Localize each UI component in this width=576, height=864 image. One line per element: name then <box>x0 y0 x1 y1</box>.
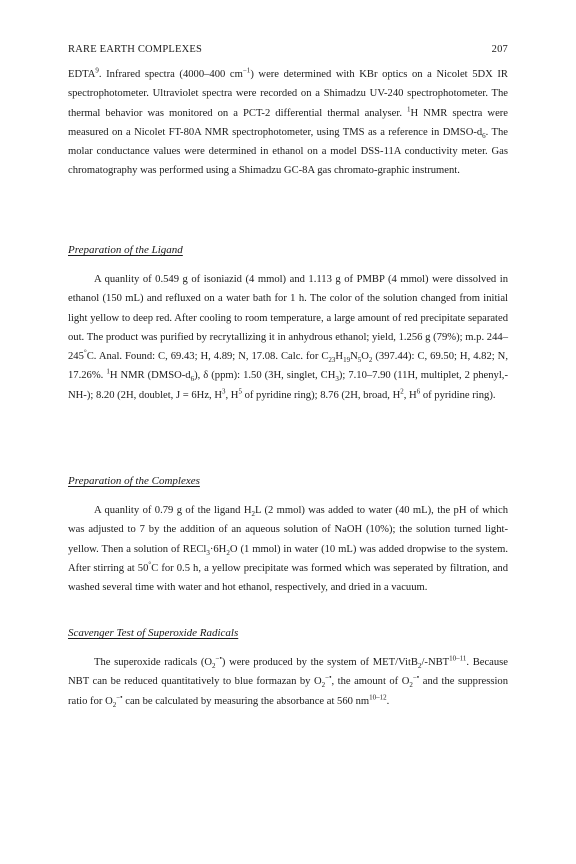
complexes-section <box>68 501 508 597</box>
running-head <box>68 44 508 60</box>
subscript: 3 <box>335 375 339 384</box>
scavenger-section <box>68 653 508 711</box>
superscript: −• <box>412 673 420 682</box>
page-number: 207 <box>491 44 508 55</box>
superscript: 1 <box>407 105 411 114</box>
scavenger-paragraph: The superoxide radicals $(O_2^{-•})$ were produced by the system of MET/$VitB_2/-NBT^{10-11}$. Because NBT can be reduced quantitatively to blue formazan by $O_2^{-•}$, the amount of $O_2^{-•}$ and the suppression ratio for $O_2^{-•}$ can be calculated by measuring the absorbance at 560 $nm^{10-12}$. <box>68 654 508 709</box>
subscript: 3 <box>206 548 210 557</box>
subscript: 5 <box>357 356 362 365</box>
superscript: 6 <box>416 387 421 396</box>
subscript: 2 <box>368 356 373 365</box>
subscript: 2 <box>321 681 326 690</box>
superscript: 10–12 <box>369 693 387 702</box>
subscript: 2 <box>251 510 255 519</box>
superscript: 2 <box>400 387 404 396</box>
superscript: −• <box>215 654 222 663</box>
heading-preparation-ligand: Preparation of the Ligand <box>68 244 183 256</box>
subscript: 23 <box>328 356 336 365</box>
ligand-section <box>68 270 508 405</box>
intro-section <box>68 65 508 181</box>
intro-paragraph: EDTA$^9$. Infrared spectra (4000–400 $cm^{-1}$) were determined with KBr optics on a Nicolet 5DX IR spectrophotometer. Ultraviolet spectra were recorded on a Shimadzu UV-240 spectrophotometer. The thermal behavior was monitored on a PCT-2 differential thermal analyser. $^1$H NMR spectra were measured on a Nicolet FT-80A NMR spectrophotometer, using TMS as a reference in DMSO-$d_6$. The molar conductance values were determined in ethanol on a model DSS-11A conductivity meter. Gas chromatography was performed using a Shimadzu GC-8A gas chromato-graphic instrument. <box>68 66 509 177</box>
subscript: 2 <box>409 681 413 690</box>
superscript: 3 <box>221 387 226 396</box>
subscript: 2 <box>112 700 117 709</box>
heading-preparation-complexes: Preparation of the Complexes <box>68 475 200 487</box>
subscript: 2 <box>212 662 216 671</box>
superscript: −• <box>325 673 332 682</box>
running-head-title: RARE EARTH COMPLEXES <box>68 44 203 55</box>
superscript: −1 <box>242 66 251 75</box>
subscript: 2 <box>226 548 230 557</box>
subscript: 19 <box>343 356 351 365</box>
superscript: 1 <box>106 367 110 376</box>
superscript: 9 <box>95 66 99 75</box>
superscript: ° <box>83 348 87 357</box>
superscript: −• <box>116 693 123 702</box>
subscript: 2 <box>417 662 422 671</box>
superscript: 5 <box>238 387 242 396</box>
superscript: ° <box>148 560 152 569</box>
heading-scavenger-test: Scavenger Test of Superoxide Radicals <box>68 627 239 639</box>
ligand-paragraph: A quanlity of 0.549 g of isoniazid (4 mmol) and 1.113 g of PMBP (4 mmol) were dissolved in ethanol (150 mL) and refluxed on a water bath for 1 h. The color of the solution changed from initial light yellow to deep red. After cooling to room temperature, a large amount of red precipitate separated out. The product was purified by recrytallizing it in anhydrous ethanol; yield, 1.256 g (79%); m.p. 244–245°C. Anal. Found: C, 69.43; H, 4.89; N, 17.08. Calc. for $C_{23}H_{19}N_5O_2$ (397.44): C, 69.50; H, 4.82; N, 17.26%. $^1$H NMR $(DMSO-d_6)$, δ (ppm): 1.50 (3H, singlet, $CH_3$); 7.10–7.90 (11H, multiplet, 2 phenyl,-NH-); 8.20 (2H, doublet, J = 6Hz, $H^3$, $H^5$ of pyridine ring); 8.76 (2H, broad, $H^2$, $H^6$ of pyridine ring). <box>68 274 508 401</box>
superscript: 10–11 <box>449 654 467 663</box>
complexes-paragraph: A quanlity of 0.79 g of the ligand $H_2L$ (2 mmol) was added to water (40 mL), the pH of which was adjusted to 7 by the addition of an aqueous solution of NaOH (10%); the solution turned light-yellow. Then a solution of $RECl_3\cdot 6H_2O$ (1 mmol) in water (10 mL) was added dropwise to the system. After stirring at 50°C for 0.5 h, a yellow precipitate was formed which was seperated by filtration, and washed several time with water and hot ethanol, respectively, and dried in a vacuum. <box>68 505 509 594</box>
subscript: 6 <box>190 375 195 384</box>
subscript: 6 <box>482 132 486 140</box>
